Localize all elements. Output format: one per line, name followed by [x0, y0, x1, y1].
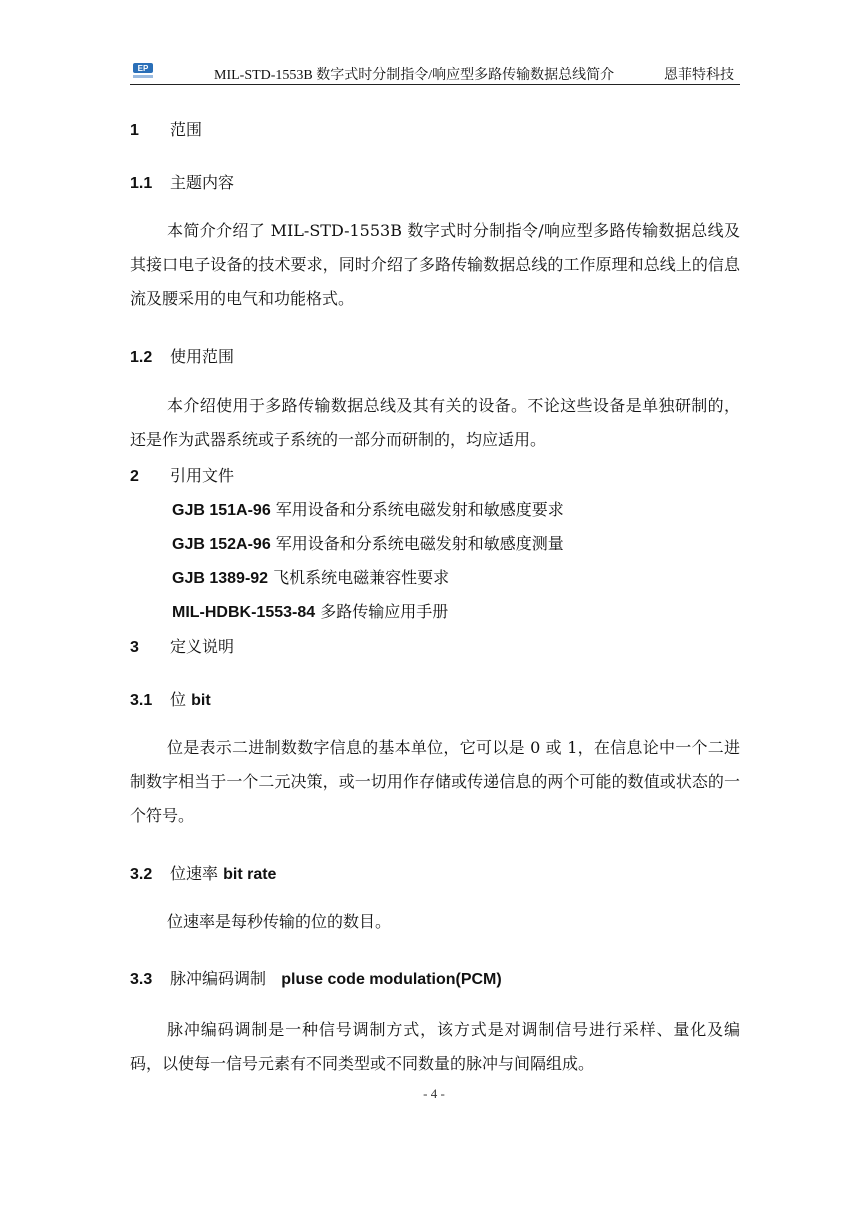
heading-english: pluse code modulation(PCM) [281, 971, 502, 988]
page-header [130, 58, 740, 85]
header-company: 恩菲特科技 [664, 67, 734, 83]
reference-code: GJB 152A-96 [172, 536, 271, 553]
heading-title: 定义说明 [170, 637, 235, 656]
heading-3-2 [130, 861, 276, 884]
company-logo [132, 62, 154, 80]
paragraph-3-3: 脉冲编码调制是一种信号调制方式，该方式是对调制信号进行采样、量化及编码，以使每一信号元素有不同类型或不同数量的脉冲与间隔组成。 [130, 1020, 740, 1073]
heading-1-2 [130, 344, 234, 367]
heading-number: 1 [130, 122, 139, 139]
heading-english: bit [191, 692, 211, 709]
heading-title: 范围 [170, 120, 203, 139]
heading-number: 3.3 [130, 971, 153, 988]
reference-item [172, 531, 564, 554]
reference-title: 多路传输应用手册 [315, 602, 449, 621]
heading-3-3 [130, 966, 502, 989]
reference-title: 飞机系统电磁兼容性要求 [268, 568, 450, 587]
reference-item [172, 565, 449, 588]
heading-number: 3 [130, 639, 139, 656]
heading-title: 脉冲编码调制 [170, 969, 282, 988]
reference-code: GJB 1389-92 [172, 570, 269, 587]
heading-1 [130, 117, 202, 140]
heading-number: 1.2 [130, 349, 153, 366]
heading-3-1 [130, 687, 211, 710]
header-title: MIL-STD-1553B 数字式时分制指令/响应型多路传输数据总线简介 [214, 68, 615, 83]
paragraph-3-1: 位是表示二进制数数字信息的基本单位，它可以是 0 或 1，在信息论中一个二进制数字相当于一个二元决策，或一切用作存储或传递信息的两个可能的数值或状态的一个符号。 [130, 738, 740, 825]
heading-number: 3.1 [130, 692, 153, 709]
page-number: - 4 - [423, 1086, 445, 1101]
reference-code: MIL-HDBK-1553-84 [172, 604, 316, 621]
paragraph-3-2: 位速率是每秒传输的位的数目。 [167, 912, 392, 931]
heading-title: 使用范围 [170, 347, 235, 366]
reference-title: 军用设备和分系统电磁发射和敏感度要求 [270, 500, 564, 519]
heading-number: 2 [130, 468, 139, 485]
heading-2 [130, 463, 234, 486]
heading-number: 1.1 [130, 175, 153, 192]
heading-3 [130, 634, 234, 657]
heading-title: 引用文件 [170, 466, 235, 485]
heading-english: bit rate [223, 866, 277, 883]
reference-code: GJB 151A-96 [172, 502, 271, 519]
heading-number: 3.2 [130, 866, 153, 883]
heading-title: 位 [170, 690, 192, 709]
paragraph-1-2: 本介绍使用于多路传输数据总线及其有关的设备。不论这些设备是单独研制的，还是作为武器系统或子系统的一部分而研制的，均应适用。 [130, 396, 740, 449]
paragraph-1-1: 本简介介绍了 MIL-STD-1553B 数字式时分制指令/响应型多路传输数据总线及其接口电子设备的技术要求，同时介绍了多路传输数据总线的工作原理和总线上的信息流及腰采用的电气和功能格式。 [130, 221, 740, 308]
reference-item [172, 599, 448, 622]
heading-title: 位速率 [170, 864, 224, 883]
reference-title: 军用设备和分系统电磁发射和敏感度测量 [270, 534, 564, 553]
heading-title: 主题内容 [170, 173, 235, 192]
reference-item [172, 497, 564, 520]
heading-1-1 [130, 170, 234, 193]
svg-text:EP: EP [137, 64, 149, 73]
